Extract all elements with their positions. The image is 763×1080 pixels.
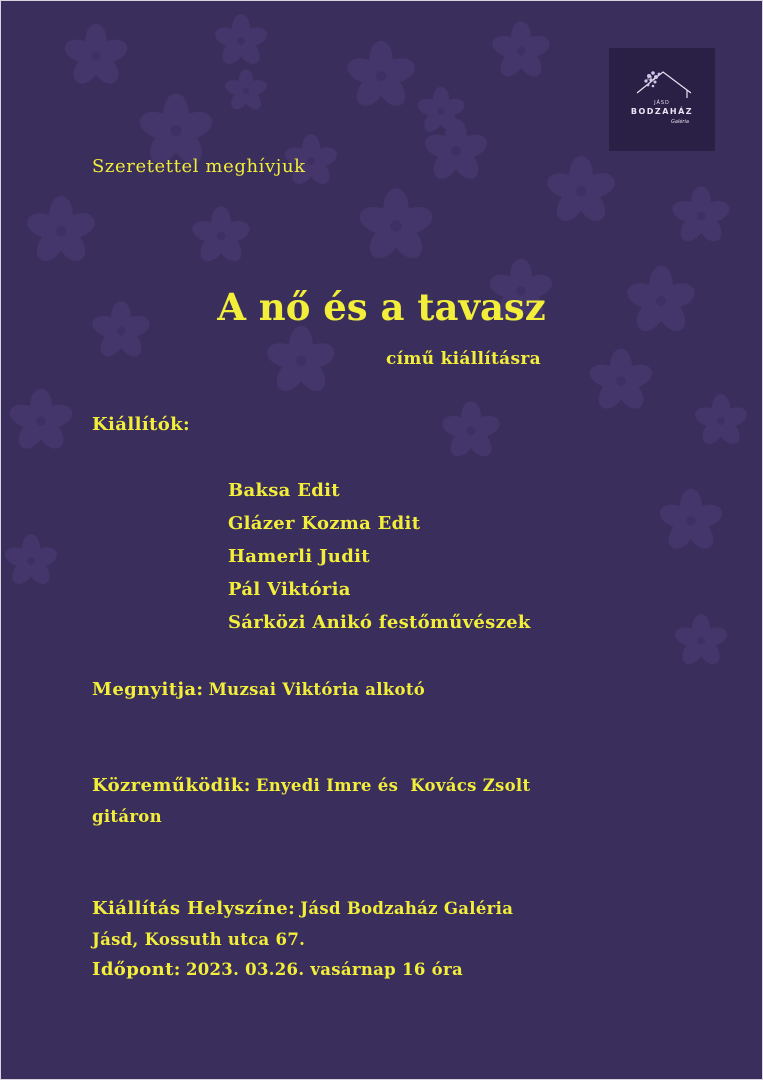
exhibitor-name: Glázer Kozma Edit <box>228 513 421 534</box>
opening-row <box>92 679 425 700</box>
time-value: 2023. 03.26. vasárnap 16 óra <box>185 960 463 979</box>
venue-address: Jásd, Kossuth utca 67. <box>92 930 306 949</box>
venue-value: Jásd Bodzaház Galéria <box>300 899 514 918</box>
bodzahaz-logo <box>609 48 715 151</box>
performers-value-continued: gitáron <box>92 807 162 826</box>
venue-label: Kiállítás Helyszíne: <box>92 898 296 919</box>
performers-row <box>92 775 530 796</box>
exhibitor-name: Pál Viktória <box>228 579 351 600</box>
time-label: Időpont: <box>92 959 181 980</box>
invitation-line: Szeretettel meghívjuk <box>92 156 306 177</box>
exhibitor-name: Baksa Edit <box>228 480 340 501</box>
exhibitors-label: Kiállítók: <box>92 414 191 435</box>
performers-label: Közreműködik: <box>92 775 251 796</box>
opening-label: Megnyitja: <box>92 679 204 700</box>
exhibition-subtitle: című kiállításra <box>386 349 541 369</box>
venue-row <box>92 898 513 919</box>
logo-text-jasd: JÁSD <box>654 100 670 106</box>
time-row <box>92 959 463 980</box>
exhibition-title: A nő és a tavasz <box>217 285 546 329</box>
opening-value: Muzsai Viktória alkotó <box>208 680 426 699</box>
logo-text-bodzahaz: BODZAHÁZ <box>630 107 694 116</box>
performers-value: Enyedi Imre és Kovács Zsolt <box>255 776 531 795</box>
logo-text-galeria: Galéria <box>671 119 689 125</box>
exhibitor-name: Hamerli Judit <box>228 546 370 567</box>
exhibitor-name: Sárközi Anikó festőművészek <box>228 612 531 633</box>
